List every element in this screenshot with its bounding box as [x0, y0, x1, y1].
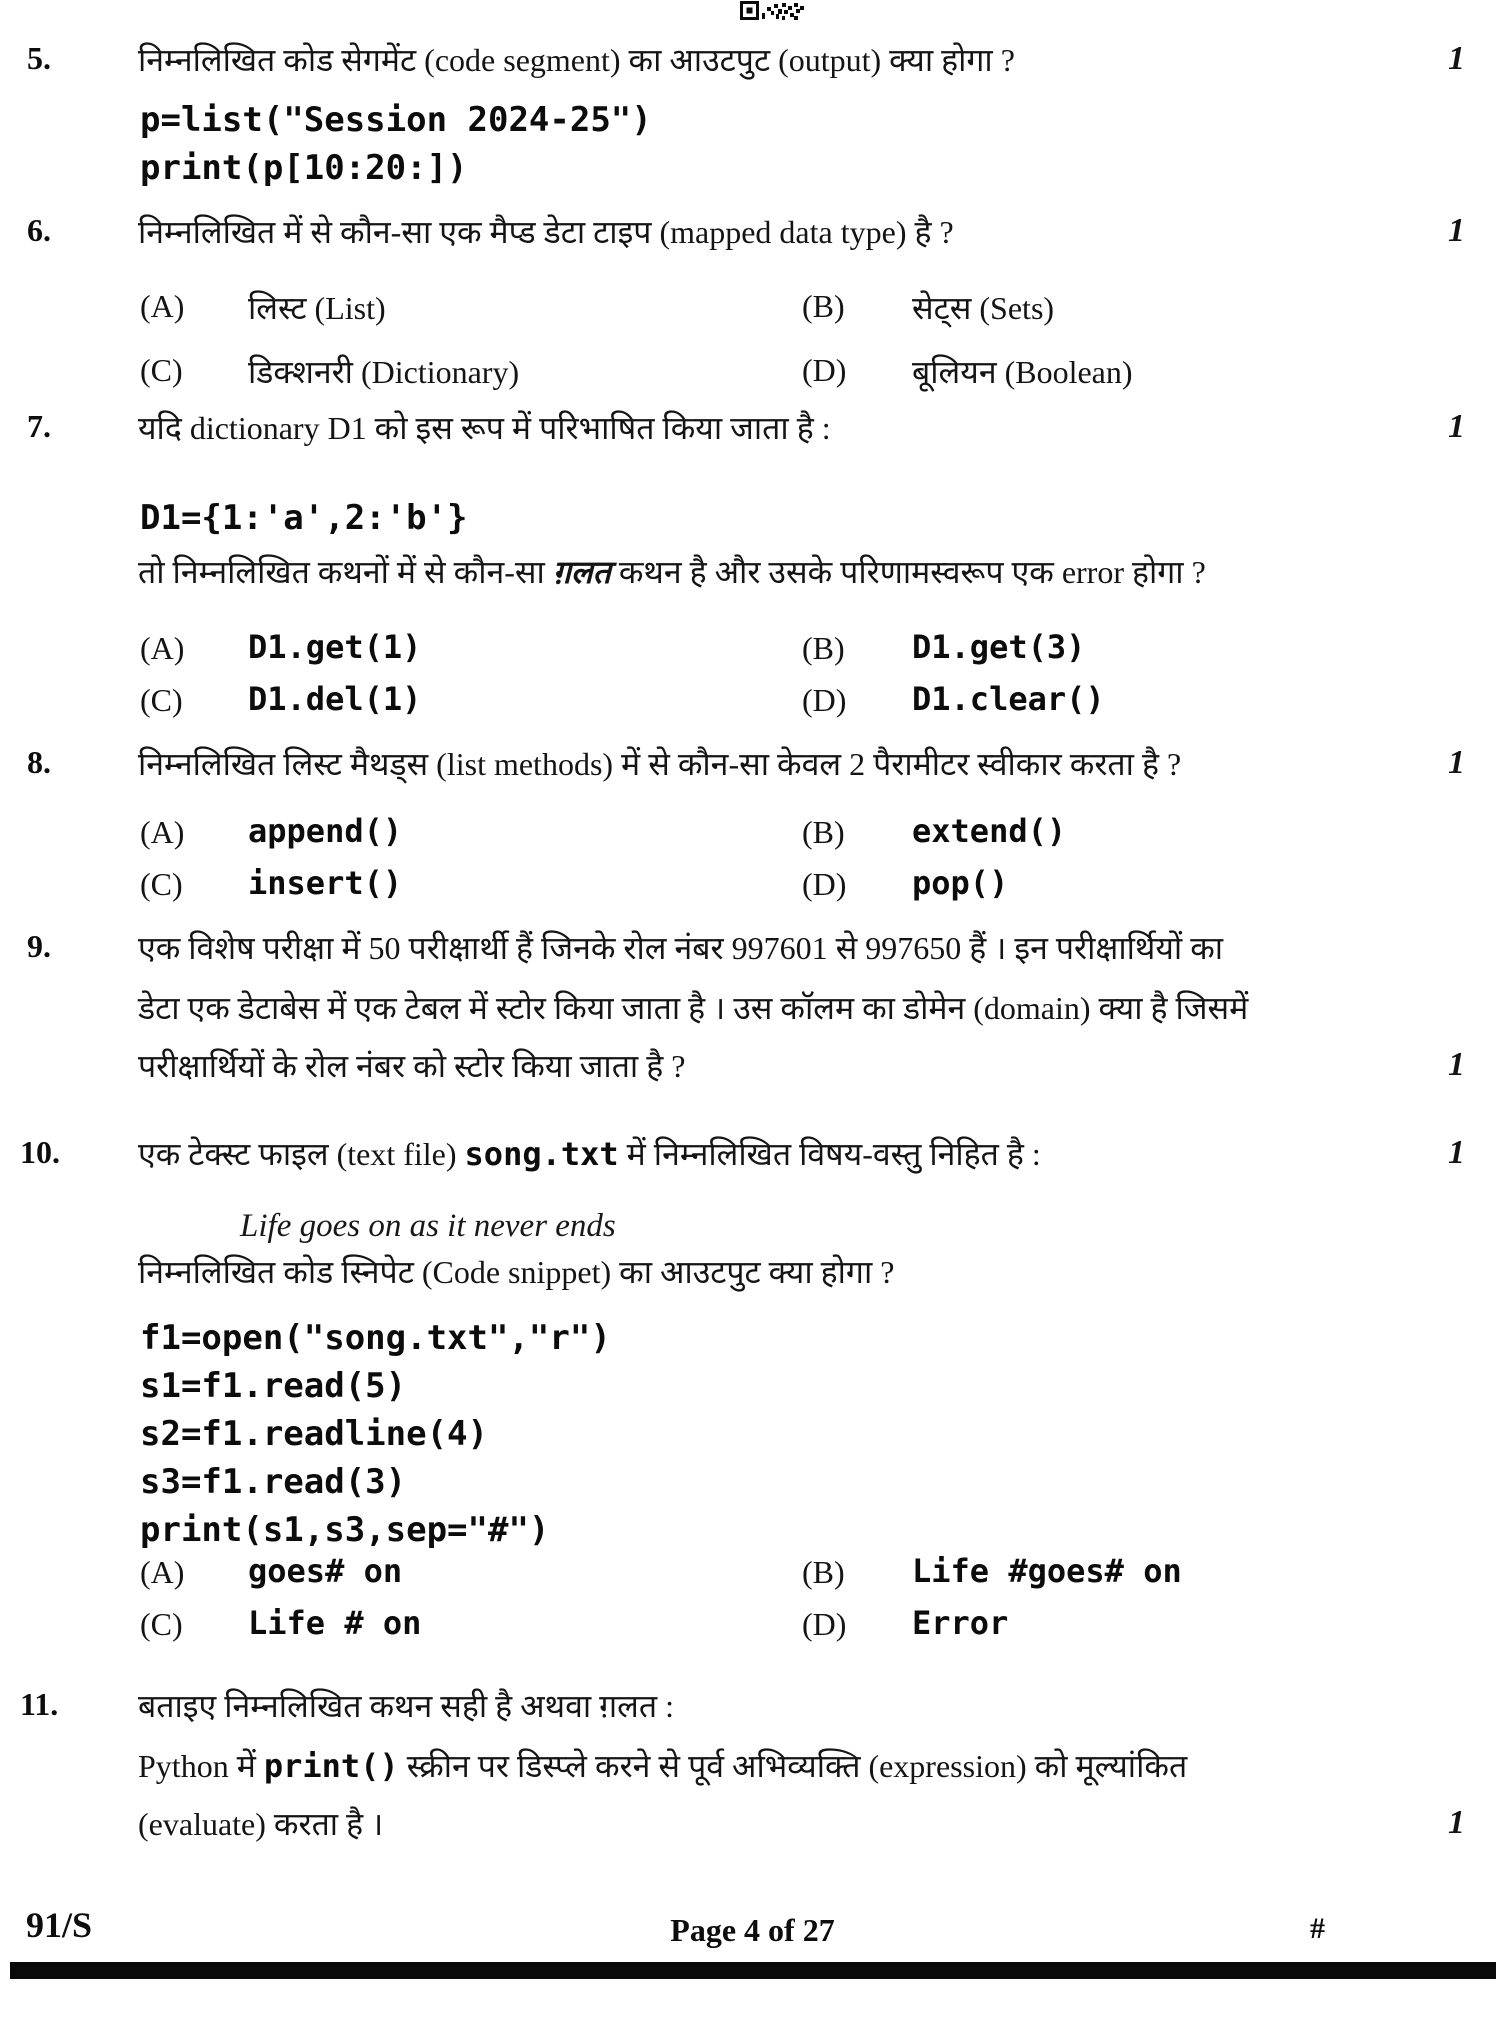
q10-option-b-text: Life #goes# on — [912, 1552, 1182, 1590]
question-5-marks: 1 — [1448, 40, 1465, 77]
q10-option-d-label: (D) — [802, 1606, 847, 1642]
q7-option-a-label: (A) — [140, 630, 185, 666]
q10-option-a-label: (A) — [140, 1554, 185, 1590]
qr-code-fragment-icon — [740, 1, 806, 22]
question-9-number: 9. — [27, 928, 51, 964]
question-7-intro: यदि dictionary D1 को इस रूप में परिभाषित किया जाता है : — [138, 410, 831, 446]
q10-option-d-text: Error — [912, 1604, 1009, 1642]
q6-option-a-label: (A) — [140, 288, 185, 324]
q8-option-a-text: append() — [248, 812, 403, 850]
footer-paper-code: 91/S — [26, 1905, 93, 1945]
q8-option-a-label: (A) — [140, 814, 185, 850]
q10-code-line-4: s3=f1.read(3) — [140, 1462, 407, 1502]
question-11-line-2 — [138, 1746, 1187, 1786]
question-11-line-1: बताइए निम्नलिखित कथन सही है अथवा ग़लत : — [138, 1688, 674, 1724]
q8-option-d-text: pop() — [912, 864, 1009, 902]
question-7-question-line — [138, 552, 1206, 592]
question-5-code-line-1: p=list("Session 2024-25") — [140, 100, 652, 140]
q10-code-line-2: s1=f1.read(5) — [140, 1366, 407, 1406]
q10-snippet-question: निम्नलिखित कोड स्निपेट (Code snippet) का आउटपुट क्या होगा ? — [138, 1254, 895, 1290]
q11-line2-pre: Python में — [138, 1748, 264, 1784]
q10-option-a-text: goes# on — [248, 1552, 403, 1590]
q10-file-content: Life goes on as it never ends — [240, 1208, 616, 1244]
q10-option-c-text: Life # on — [248, 1604, 422, 1642]
question-6-number: 6. — [27, 212, 51, 248]
q11-line2-code: print() — [263, 1747, 399, 1785]
question-5-text: निम्नलिखित कोड सेगमेंट (code segment) का आउटपुट (output) क्या होगा ? — [138, 42, 1015, 78]
question-10-number: 10. — [20, 1134, 60, 1170]
q6-option-d-text: बूलियन (Boolean) — [912, 354, 1133, 390]
q7-option-c-text: D1.del(1) — [248, 680, 422, 718]
q8-option-b-text: extend() — [912, 812, 1067, 850]
q10-code-line-3: s2=f1.readline(4) — [140, 1414, 488, 1454]
q7-option-d-label: (D) — [802, 682, 847, 718]
q7-question-pre: तो निम्नलिखित कथनों में से कौन-सा — [138, 554, 553, 590]
q6-option-c-text: डिक्शनरी (Dictionary) — [248, 354, 520, 390]
q7-question-emphasis: ग़लत — [552, 554, 611, 590]
footer-hash-mark: # — [1310, 1912, 1325, 1945]
question-10-marks: 1 — [1448, 1134, 1465, 1171]
question-11-marks: 1 — [1448, 1804, 1465, 1841]
q8-option-c-label: (C) — [140, 866, 183, 902]
q10-intro-pre: एक टेक्स्ट फाइल (text file) — [138, 1136, 465, 1172]
q8-option-c-text: insert() — [248, 864, 403, 902]
q6-option-b-label: (B) — [802, 288, 845, 324]
question-5-number: 5. — [27, 40, 51, 76]
question-7-marks: 1 — [1448, 408, 1465, 445]
question-8-text: निम्नलिखित लिस्ट मैथड्स (list methods) में से कौन-सा केवल 2 पैरामीटर स्वीकार करता है ? — [138, 746, 1182, 782]
q7-option-b-label: (B) — [802, 630, 845, 666]
q10-option-c-label: (C) — [140, 1606, 183, 1642]
q7-option-b-text: D1.get(3) — [912, 628, 1086, 666]
question-11-line-3: (evaluate) करता है । — [138, 1806, 384, 1842]
question-8-marks: 1 — [1448, 744, 1465, 781]
question-8-number: 8. — [27, 744, 51, 780]
question-7-code: D1={1:'a',2:'b'} — [140, 498, 468, 538]
question-10-intro — [138, 1134, 1041, 1174]
footer-page-number: Page 4 of 27 — [670, 1912, 835, 1948]
q10-code-line-1: f1=open("song.txt","r") — [140, 1318, 611, 1358]
question-9-line-1: एक विशेष परीक्षा में 50 परीक्षार्थी हैं जिनके रोल नंबर 997601 से 997650 हैं । इन परीक्षार्थियों का — [138, 930, 1224, 966]
question-6-text: निम्नलिखित में से कौन-सा एक मैप्ड डेटा टाइप (mapped data type) है ? — [138, 214, 954, 250]
question-11-number: 11. — [20, 1686, 59, 1722]
q6-option-b-text: सेट्स (Sets) — [912, 290, 1055, 326]
question-9-line-2: डेटा एक डेटाबेस में एक टेबल में स्टोर किया जाता है । उस कॉलम का डोमेन (domain) क्या है जिसमें — [138, 990, 1249, 1026]
q10-intro-post: में निम्नलिखित विषय-वस्तु निहित है : — [618, 1136, 1041, 1172]
q6-option-a-text: लिस्ट (List) — [248, 290, 386, 326]
q7-option-d-text: D1.clear() — [912, 680, 1105, 718]
q11-line2-post: स्क्रीन पर डिस्प्ले करने से पूर्व अभिव्यक्ति (expression) को मूल्यांकित — [398, 1748, 1188, 1784]
question-6-marks: 1 — [1448, 212, 1465, 249]
q8-option-b-label: (B) — [802, 814, 845, 850]
q10-intro-filename: song.txt — [464, 1135, 619, 1173]
question-9-line-3: परीक्षार्थियों के रोल नंबर को स्टोर किया जाता है ? — [138, 1048, 686, 1084]
q7-option-a-text: D1.get(1) — [248, 628, 422, 666]
question-9-marks: 1 — [1448, 1046, 1465, 1083]
q10-option-b-label: (B) — [802, 1554, 845, 1590]
question-7-number: 7. — [27, 408, 51, 444]
footer-divider-bar — [10, 1962, 1496, 1979]
q8-option-d-label: (D) — [802, 866, 847, 902]
q10-code-line-5: print(s1,s3,sep="#") — [140, 1510, 550, 1550]
q6-option-c-label: (C) — [140, 352, 183, 388]
q6-option-d-label: (D) — [802, 352, 847, 388]
q7-question-post: कथन है और उसके परिणामस्वरूप एक error होगा ? — [610, 554, 1206, 590]
question-5-code-line-2: print(p[10:20:]) — [140, 148, 468, 188]
q7-option-c-label: (C) — [140, 682, 183, 718]
